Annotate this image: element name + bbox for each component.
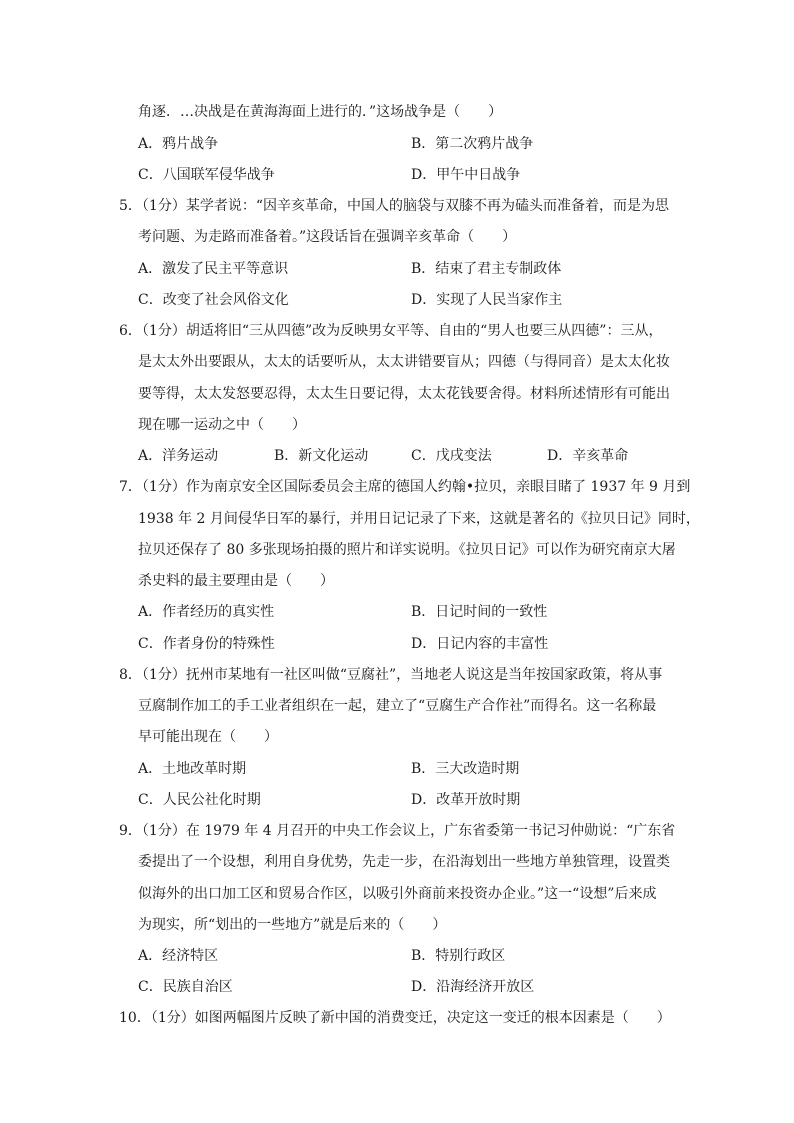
q4-option-a[interactable]: A．鸦片战争 [138, 136, 219, 152]
q9-option-b[interactable]: B．特别行政区 [411, 948, 506, 964]
q5-text-line: 5．（1分）某学者说：“因辛亥革命，中国人的脑袋与双膝不再为磕头而准备着，而是为思 [119, 198, 669, 214]
q8-option-a[interactable]: A．土地改革时期 [138, 761, 247, 777]
q4-option-b[interactable]: B．第二次鸦片战争 [411, 136, 534, 152]
q6-option-b[interactable]: B．新文化运动 [274, 448, 369, 464]
q4-text: 角逐．…决战是在黄海海面上进行的．”这场战争是（ ） [138, 104, 503, 120]
q9-text-line: 为现实，所“划出的一些地方”就是后来的（ ） [138, 917, 447, 933]
q6-option-d[interactable]: D．辛亥革命 [547, 448, 629, 464]
q7-text-line: 1938 年 2 月间侵华日军的暴行，并用日记记录了下来，这就是著名的《拉贝日记》同时， [138, 511, 700, 527]
q5-option-b[interactable]: B．结束了君主专制政体 [411, 261, 562, 277]
q6-option-a[interactable]: A．洋务运动 [138, 448, 219, 464]
q7-option-b[interactable]: B．日记时间的一致性 [411, 604, 548, 620]
q5-text-line: 考问题、为走路而准备着。”这段话旨在强调辛亥革命（ ） [138, 229, 517, 245]
q8-text-line: 8．（1分）抚州市某地有一社区叫做“豆腐社”，当地老人说这是当年按国家政策，将从事 [119, 667, 663, 683]
q6-text-line: 要等得，太太发怒要忍得，太太生日要记得，太太花钱要舍得。材料所述情形有可能出 [138, 386, 670, 402]
q9-text-line: 委提出了一个设想，利用自身优势，先走一步，在沿海划出一些地方单独管理，设置类 [138, 854, 670, 870]
q9-text-line: 9．（1分）在 1979 年 4 月召开的中央工作会议上，广东省委第一书记习仲勋说：“广东省 [119, 823, 676, 839]
q9-text-line: 似海外的出口加工区和贸易合作区，以吸引外商前来投资办企业。”这一“设想”后来成 [138, 886, 657, 902]
q9-option-d[interactable]: D．沿海经济开放区 [411, 979, 535, 995]
q7-text-line: 拉贝还保存了 80 多张现场拍摄的照片和详实说明。《拉贝日记》可以作为研究南京大屠 [138, 542, 676, 558]
q6-text-line: 是太太外出要跟从，太太的话要听从，太太讲错要盲从；四德（与得同音）是太太化妆 [138, 354, 670, 370]
q6-text-line: 现在哪一运动之中（ ） [138, 417, 306, 433]
q7-text-line: 7．（1分）作为南京安全区国际委员会主席的德国人约翰•拉贝，亲眼目睹了 1937 年 9 月到 [119, 479, 691, 495]
q5-option-a[interactable]: A．激发了民主平等意识 [138, 261, 289, 277]
q8-option-c[interactable]: C．人民公社化时期 [138, 792, 261, 808]
q8-text-line: 豆腐制作加工的手工业者组织在一起，建立了“豆腐生产合作社”而得名。这一名称最 [138, 698, 657, 714]
q8-text-line: 早可能出现在（ ） [138, 729, 278, 745]
q6-text-line: 6．（1分）胡适将旧“三从四德”改为反映男女平等、自由的“男人也要三从四德”：三从， [119, 323, 663, 339]
q8-option-d[interactable]: D．改革开放时期 [411, 792, 521, 808]
q7-option-d[interactable]: D．日记内容的丰富性 [411, 636, 549, 652]
q7-text-line: 杀史料的最主要理由是（ ） [138, 573, 334, 589]
q6-option-c[interactable]: C．戊戌变法 [411, 448, 492, 464]
q8-option-b[interactable]: B．三大改造时期 [411, 761, 520, 777]
q10-text-line: 10．（1分）如图两幅图片反映了新中国的消费变迁，决定这一变迁的根本因素是（ ） [119, 1010, 671, 1026]
q4-option-c[interactable]: C．八国联军侵华战争 [138, 167, 275, 183]
q7-option-c[interactable]: C．作者身份的特殊性 [138, 636, 275, 652]
q9-option-c[interactable]: C．民族自治区 [138, 979, 233, 995]
q7-option-a[interactable]: A．作者经历的真实性 [138, 604, 275, 620]
q4-option-d[interactable]: D．甲午中日战争 [411, 167, 521, 183]
q5-option-d[interactable]: D．实现了人民当家作主 [411, 292, 563, 308]
q9-option-a[interactable]: A．经济特区 [138, 948, 219, 964]
q5-option-c[interactable]: C．改变了社会风俗文化 [138, 292, 289, 308]
